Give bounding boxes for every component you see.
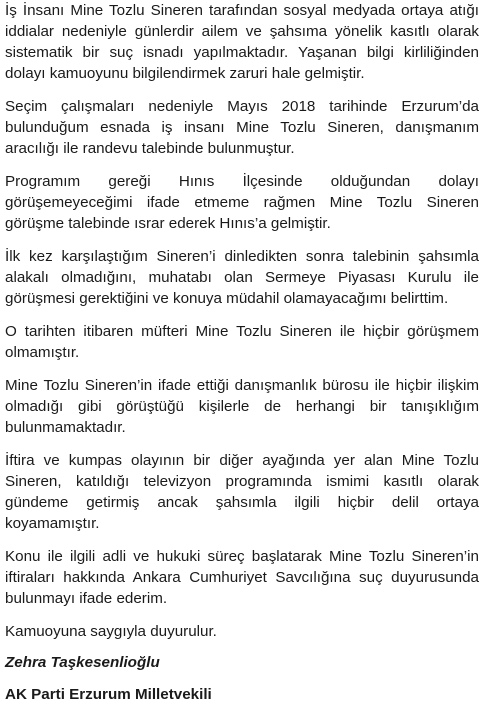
paragraph-hinis-visit: Programım gereği Hınıs İlçesinde olduğundan dolayı görüşemeyeceğimi ifade etmeme rağmen Mine Tozlu Sineren görüşme talebinde ısrar ederek Hınıs’a gelmiştir. — [5, 173, 479, 232]
paragraph-consultancy: Mine Tozlu Sineren’in ifade ettiği danışmanlık bürosu ile hiçbir ilişkim olmadığı gibi görüştüğü kişilerle de herhangi bir tanışıklığım bulunmamaktadır. — [5, 377, 479, 436]
signature-title: AK Parti Erzurum Milletvekili — [5, 686, 212, 703]
paragraph-closing: Kamuoyuna saygıyla duyurulur. — [5, 623, 217, 640]
paragraph-intro: İş İnsanı Mine Tozlu Sineren tarafından sosyal medyada ortaya atığı iddialar nedeniyle günlerdir ailem ve şahsıma yönelik kasıtlı olarak sistematik bir suç isnadı yapılmaktadır. Yaşanan bilgi kirliliğinden dolayı kamuoyunu bilgilendirmek zaruri hale gelmiştir. — [5, 2, 479, 82]
signature-name: Zehra Taşkesenlioğlu — [5, 654, 160, 671]
paragraph-tv-program: İftira ve kumpas olayının bir diğer ayağında yer alan Mine Tozlu Sineren, katıldığı televizyon programında ismimi kasıtlı olarak gündeme getirmiş ancak şahsımla ilgili hiçbir delil ortaya koyamamıştır. — [5, 452, 479, 532]
paragraph-legal-action: Konu ile ilgili adli ve hukuki süreç başlatarak Mine Tozlu Sineren’in iftiraları hakkında Ankara Cumhuriyet Savcılığına suç duyurusunda bulunmayı ifade ederim. — [5, 548, 479, 607]
paragraph-meeting-request: Seçim çalışmaları nedeniyle Mayıs 2018 tarihinde Erzurum’da bulunduğum esnada iş insanı Mine Tozlu Sineren, danışmanım aracılığı ile randevu talebinde bulunmuştur. — [5, 98, 479, 157]
paragraph-first-meeting: İlk kez karşılaştığım Sineren’i dinledikten sonra talebinin şahsımla alakalı olmadığını, muhatabı olan Sermeye Piyasası Kurulu ile görüşmesi gerektiğini ve konuya müdahil olamayacağımı belirttim. — [5, 248, 479, 307]
press-statement — [5, 0, 479, 716]
paragraph-no-further-contact: O tarihten itibaren müfteri Mine Tozlu Sineren ile hiçbir görüşmem olmamıştır. — [5, 323, 479, 361]
